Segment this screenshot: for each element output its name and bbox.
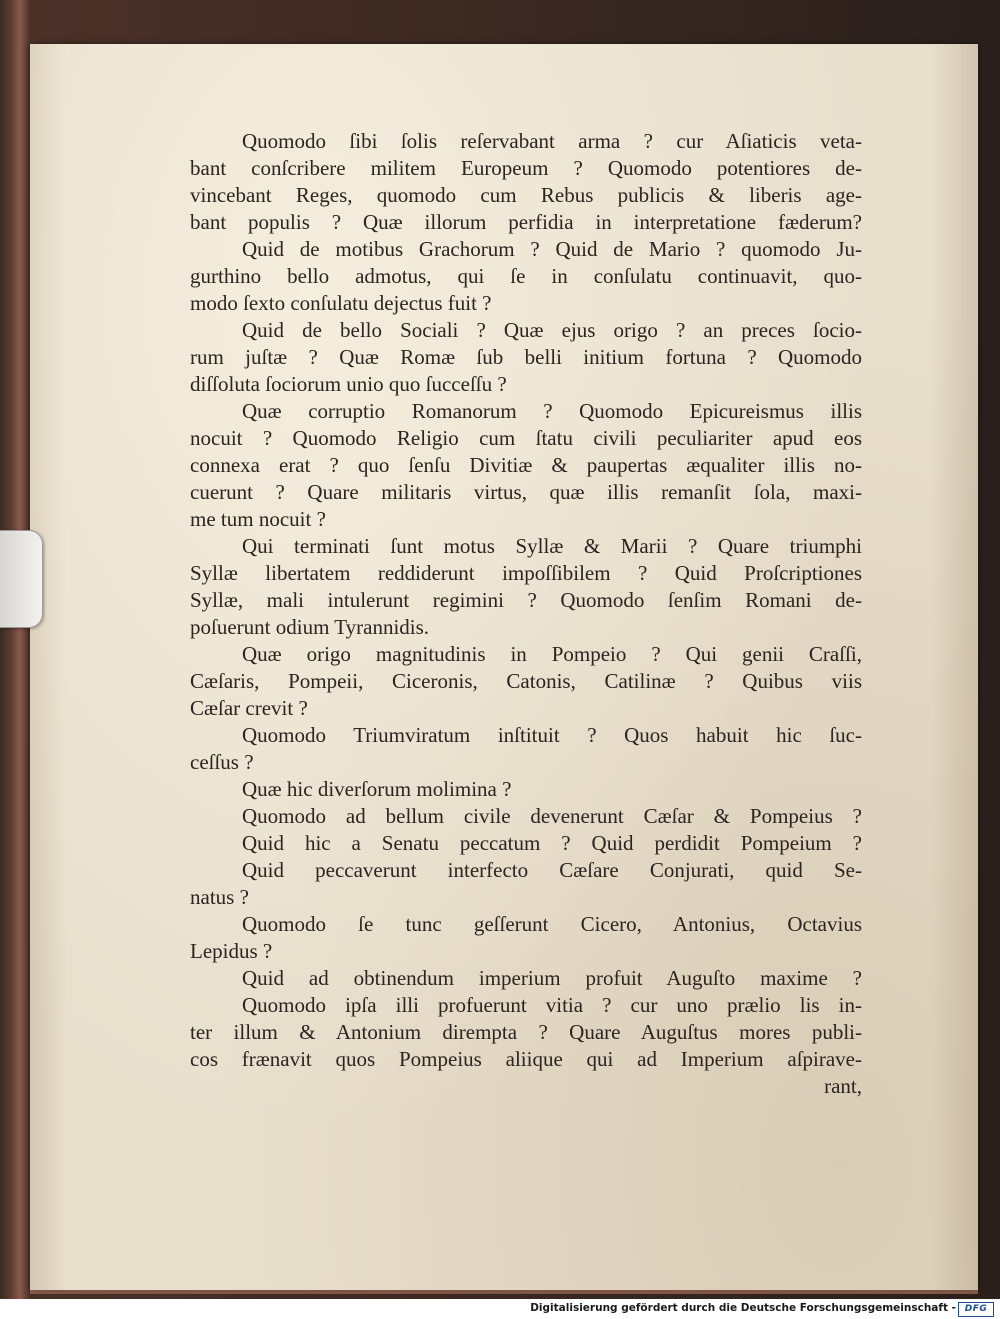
bookmark-tab [0, 530, 43, 628]
text-line: connexa erat ? quo ſenſu Divitiæ & paupertas æqualiter illis no- [190, 453, 862, 477]
text-line: Quomodo Triumviratum inſtituit ? Quos habuit hic ſuc- [242, 723, 862, 747]
text-line: nocuit ? Quomodo Religio cum ſtatu civili peculiariter apud eos [190, 426, 862, 450]
catchword: rant, [824, 1074, 862, 1098]
text-line: ter illum & Antonium dirempta ? Quare Auguſtus mores publi- [190, 1020, 862, 1044]
text-line: Lepidus ? [190, 939, 273, 963]
text-line: Quomodo ipſa illi profuerunt vitia ? cur uno prælio lis in- [242, 993, 862, 1017]
funding-credit: Digitalisierung gefördert durch die Deutsche Forschungsgemeinschaft - [530, 1302, 956, 1314]
footer-bar [0, 1299, 1000, 1319]
text-line: gurthino bello admotus, qui ſe in conſulatu continuavit, quo- [190, 264, 862, 288]
text-line: diſſoluta ſociorum unio quo ſucceſſu ? [190, 372, 507, 396]
text-line: Qui terminati ſunt motus Syllæ & Marii ? Quare triumphi [242, 534, 862, 558]
page-text [190, 128, 862, 1100]
text-line: bant conſcribere militem Europeum ? Quomodo potentiores de- [190, 156, 862, 180]
text-line: me tum nocuit ? [190, 507, 326, 531]
dfg-logo-icon: DFG [958, 1302, 994, 1317]
text-line: Quæ hic diverſorum molimina ? [242, 777, 512, 801]
text-line: Cæſar crevit ? [190, 696, 308, 720]
text-line: bant populis ? Quæ illorum perfidia in interpretatione fæderum? [190, 210, 862, 234]
text-line: Quomodo ſibi ſolis reſervabant arma ? cur Aſiaticis veta- [242, 129, 862, 153]
text-line: Quid ad obtinendum imperium profuit Auguſto maxime ? [242, 966, 862, 990]
text-line: ceſſus ? [190, 750, 254, 774]
text-line: Quomodo ad bellum civile devenerunt Cæſar & Pompeius ? [242, 804, 862, 828]
text-line: Syllæ libertatem reddiderunt impoſſibilem ? Quid Proſcriptiones [190, 561, 862, 585]
text-line: natus ? [190, 885, 249, 909]
text-line: Quæ corruptio Romanorum ? Quomodo Epicureismus illis [242, 399, 862, 423]
text-line: rum juſtæ ? Quæ Romæ ſub belli initium fortuna ? Quomodo [190, 345, 862, 369]
text-line: vincebant Reges, quomodo cum Rebus publicis & liberis age- [190, 183, 862, 207]
text-line: poſuerunt odium Tyrannidis. [190, 615, 430, 639]
text-line: Quid peccaverunt interfecto Cæſare Conjurati, quid Se- [242, 858, 862, 882]
text-line: cuerunt ? Quare militaris virtus, quæ illis remanſit ſola, maxi- [190, 480, 862, 504]
text-line: Quæ origo magnitudinis in Pompeio ? Qui genii Craſſi, [242, 642, 862, 666]
text-line: Syllæ, mali intulerunt regimini ? Quomodo ſenſim Romani de- [190, 588, 862, 612]
text-line: Cæſaris, Pompeii, Ciceronis, Catonis, Catilinæ ? Quibus viis [190, 669, 862, 693]
text-line: Quid de motibus Grachorum ? Quid de Mario ? quomodo Ju- [242, 237, 862, 261]
text-line: modo ſexto conſulatu dejectus fuit ? [190, 291, 492, 315]
text-line: Quid hic a Senatu peccatum ? Quid perdidit Pompeium ? [242, 831, 862, 855]
text-line: Quomodo ſe tunc geſſerunt Cicero, Antonius, Octavius [242, 912, 862, 936]
text-line: cos frænavit quos Pompeius aliique qui ad Imperium aſpirave- [190, 1047, 862, 1071]
text-line: Quid de bello Sociali ? Quæ ejus origo ? an preces ſocio- [242, 318, 862, 342]
